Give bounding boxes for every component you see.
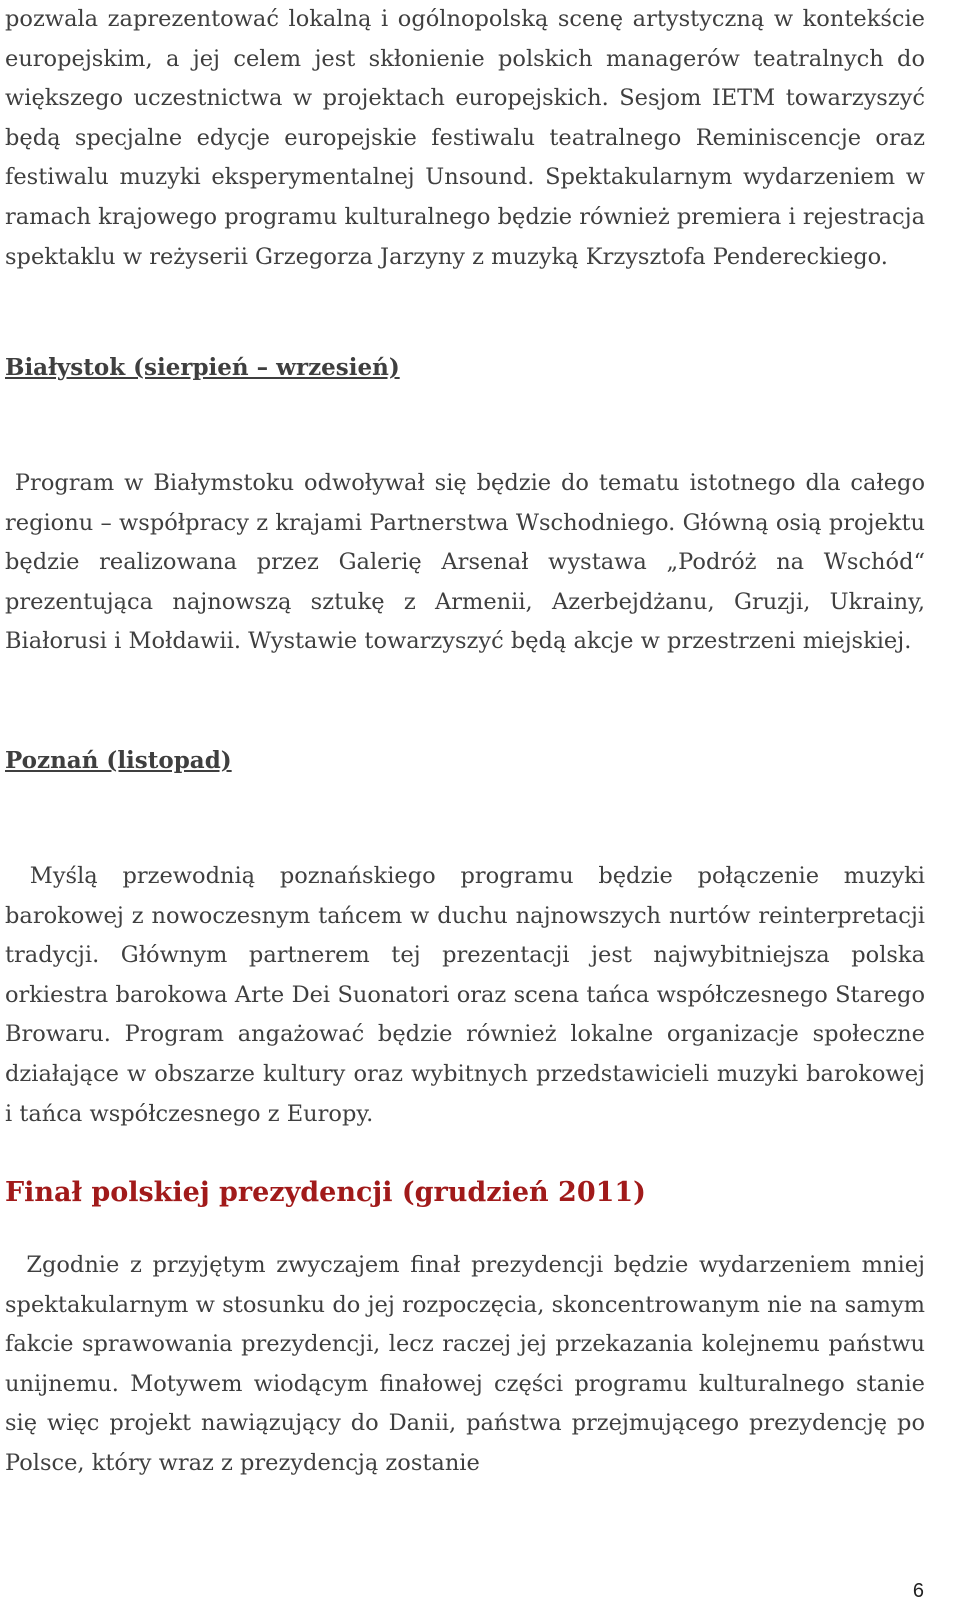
paragraph-bialystok bbox=[5, 464, 925, 662]
paragraph-final-text: Zgodnie z przyjętym zwyczajem finał prezydencji będzie wydarzeniem mniej spektakularnym w stosunku do jej rozpoczęcia, skoncentrowanym nie na samym fakcie sprawowania prezydencji, lecz raczej jej przekazania kolejnemu państwu unijnemu. Motywem wiodącym finałowej części programu kulturalnego stanie się więc projekt nawiązujący do Danii, państwa przejmującego prezydencję po Polsce, który wraz z prezydencją zostanie bbox=[5, 1252, 925, 1476]
page-number: 6 bbox=[912, 1580, 924, 1602]
heading-final-presidency: Finał polskiej prezydencji (grudzień 2011) bbox=[5, 1177, 646, 1208]
paragraph-final-presidency bbox=[5, 1246, 925, 1484]
paragraph-ietm-krakow: pozwala zaprezentować lokalną i ogólnopolską scenę artystyczną w kontekście europejskim, a jej celem jest skłonienie polskich managerów teatralnych do większego uczestnictwa w projektach europejskich. Sesjom IETM towarzyszyć będą specjalne edycje europejskie festiwalu teatralnego Reminiscencje oraz festiwalu muzyki eksperymentalnej Unsound. Spektakularnym wydarzeniem w ramach krajowego programu kulturalnego będzie również premiera i rejestracja spektaklu w reżyserii Grzegorza Jarzyny z muzyką Krzysztofa Pendereckiego. bbox=[5, 6, 925, 270]
paragraph-poznan bbox=[5, 857, 925, 1134]
paragraph-poznan-text: Myślą przewodnią poznańskiego programu będzie połączenie muzyki barokowej z nowoczesnym tańcem w duchu najnowszych nurtów reinterpretacji tradycji. Głównym partnerem tej prezentacji jest najwybitniejsza polska orkiestra barokowa Arte Dei Suonatori oraz scena tańca współczesnego Starego Browaru. Program angażować będzie również lokalne organizacje społeczne działające w obszarze kultury oraz wybitnych przedstawicieli muzyki barokowej i tańca współczesnego z Europy. bbox=[5, 863, 926, 1127]
heading-poznan: Poznań (listopad) bbox=[5, 747, 232, 774]
paragraph-bialystok-text: Program w Białymstoku odwoływał się będzie do tematu istotnego dla całego regionu – współpracy z krajami Partnerstwa Wschodniego. Główną osią projektu będzie realizowana przez Galerię Arsenał wystawa „Podróż na Wschód“ prezentująca najnowszą sztukę z Armenii, Azerbejdżanu, Gruzji, Ukrainy, Białorusi i Mołdawii. Wystawie towarzyszyć będą akcje w przestrzeni miejskiej. bbox=[5, 470, 925, 655]
heading-bialystok: Białystok (sierpień – wrzesień) bbox=[5, 354, 400, 381]
